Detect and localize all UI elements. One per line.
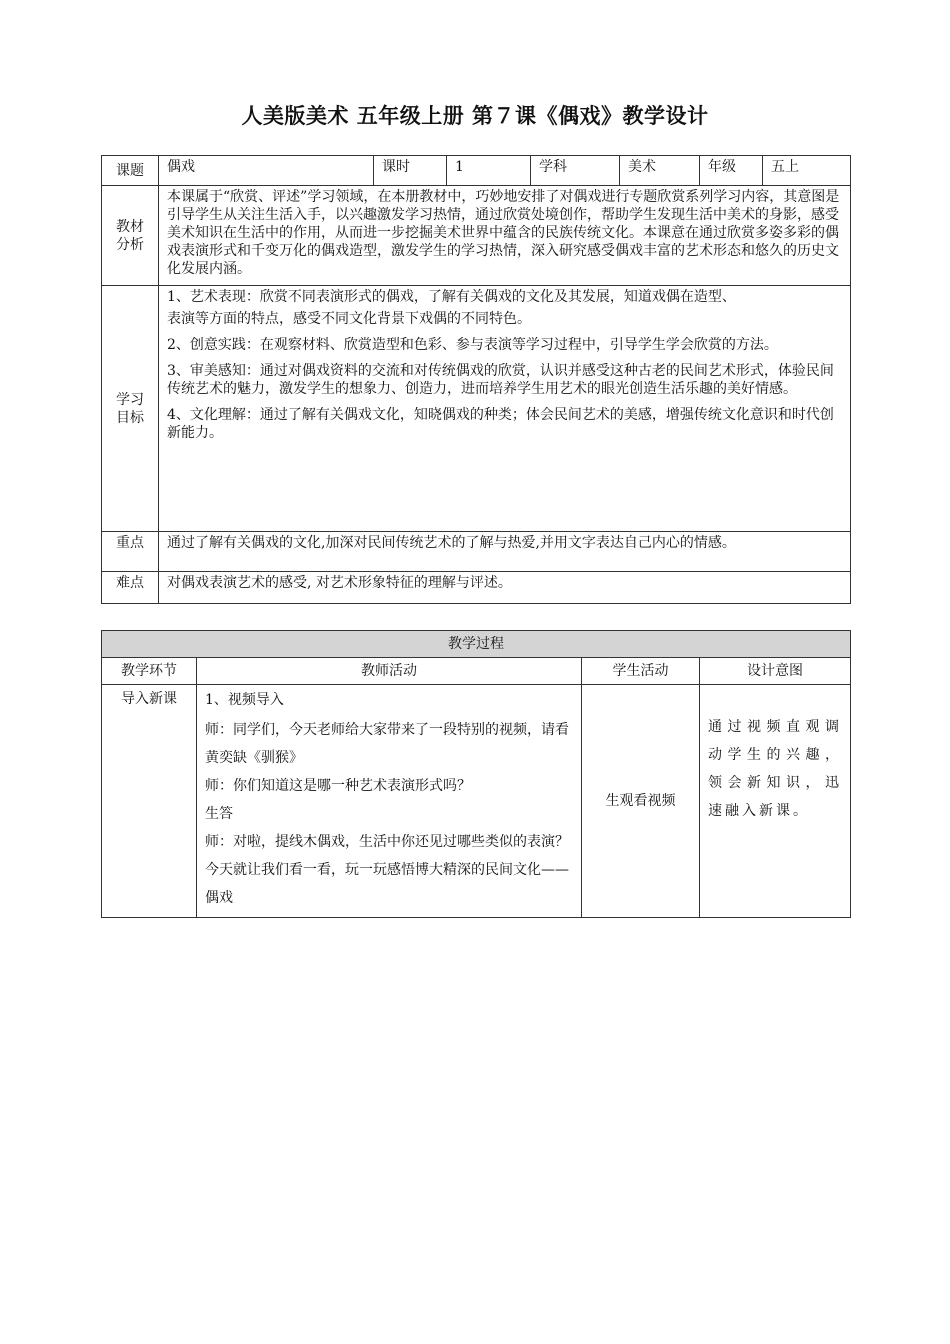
page-title: 人美版美术 五年级上册 第７课《偶戏》教学设计 (241, 103, 709, 128)
teaching-process-table (101, 630, 851, 918)
grade-value: 五上 (763, 156, 851, 186)
goal-item: 1、艺术表现：欣赏不同表演形式的偶戏，了解有关偶戏的文化及其发展，知道戏偶在造型、 (167, 289, 736, 305)
teacher-line: 师：对啦，提线木偶戏，生活中你还见过哪些类似的表演？今天就让我们看一看，玩一玩感悟博大精深的民间文化——偶戏 (205, 834, 569, 906)
stage-cell: 导入新课 (102, 685, 197, 918)
topic-value: 偶戏 (159, 156, 374, 186)
header-stage: 教学环节 (102, 658, 197, 685)
key-point-label: 重点 (102, 532, 159, 572)
teacher-line: 师：同学们，今天老师给大家带来了一段特别的视频，请看黄奕缺《驯猴》 (205, 722, 569, 766)
table-row (102, 685, 851, 918)
lesson-info-table (101, 155, 851, 604)
teacher-line: 师：你们知道这是哪一种艺术表演形式吗？ (205, 778, 471, 794)
teacher-line: 生答 (205, 806, 233, 822)
analysis-label (102, 186, 159, 286)
goals-label-line-2: 目标 (116, 409, 144, 426)
difficulty-text: 对偶戏表演艺术的感受, 对艺术形象特征的理解与评述。 (159, 572, 851, 604)
goals-label-line-1: 学习 (116, 391, 144, 408)
subject-value: 美术 (620, 156, 700, 186)
key-point-text: 通过了解有关偶戏的文化,加深对民间传统艺术的了解与热爱,并用文字表达自己内心的情感。 (159, 532, 851, 572)
hours-value: 1 (447, 156, 531, 186)
analysis-label-line-1: 教材 (116, 218, 144, 235)
hours-label: 课时 (374, 156, 447, 186)
teacher-activity-cell (197, 685, 582, 918)
subject-label: 学科 (531, 156, 620, 186)
student-activity-cell: 生观看视频 (582, 685, 700, 918)
goal-item: 4、文化理解：通过了解有关偶戏文化，知晓偶戏的种类；体会民间艺术的美感，增强传统文化意识和时代创新能力。 (167, 407, 834, 441)
header-teacher: 教师活动 (197, 658, 582, 685)
difficulty-label: 难点 (102, 572, 159, 604)
goal-item: 表演等方面的特点，感受不同文化背景下戏偶的不同特色。 (167, 311, 531, 327)
analysis-label-line-2: 分析 (116, 236, 144, 253)
header-intent: 设计意图 (700, 658, 851, 685)
teacher-line: 1、视频导入 (205, 692, 284, 708)
topic-label: 课题 (102, 156, 159, 186)
goals-label (102, 286, 159, 532)
design-intent-cell: 通过视频直观调动学生的兴趣，领会新知识，迅速融入新课。 (700, 685, 851, 918)
goal-item: 2、创意实践：在观察材料、欣赏造型和色彩、参与表演等学习过程中，引导学生学会欣赏的方法。 (167, 337, 778, 353)
process-caption: 教学过程 (102, 631, 851, 658)
grade-label: 年级 (700, 156, 763, 186)
header-student: 学生活动 (582, 658, 700, 685)
goals-cell (159, 286, 851, 532)
goal-item: 3、审美感知：通过对偶戏资料的交流和对传统偶戏的欣赏，认识并感受这种古老的民间艺术形式，体验民间传统艺术的魅力，激发学生的想象力、创造力，进而培养学生用艺术的眼光创造生活乐趣的美好情感。 (167, 363, 834, 397)
analysis-text: 本课属于“欣赏、评述”学习领域，在本册教材中，巧妙地安排了对偶戏进行专题欣赏系列学习内容，其意图是引导学生从关注生活入手，以兴趣激发学习热情，通过欣赏处境创作，帮助学生发现生活中美术的身影，感受美术知识在生活中的作用，从而进一步挖掘美术世界中蕴含的民族传统文化。本课意在通过欣赏多姿多彩的偶戏表演形式和千变万化的偶戏造型，激发学生的学习热情，深入研究感受偶戏丰富的艺术形态和悠久的历史文化发展内涵。 (159, 186, 851, 286)
